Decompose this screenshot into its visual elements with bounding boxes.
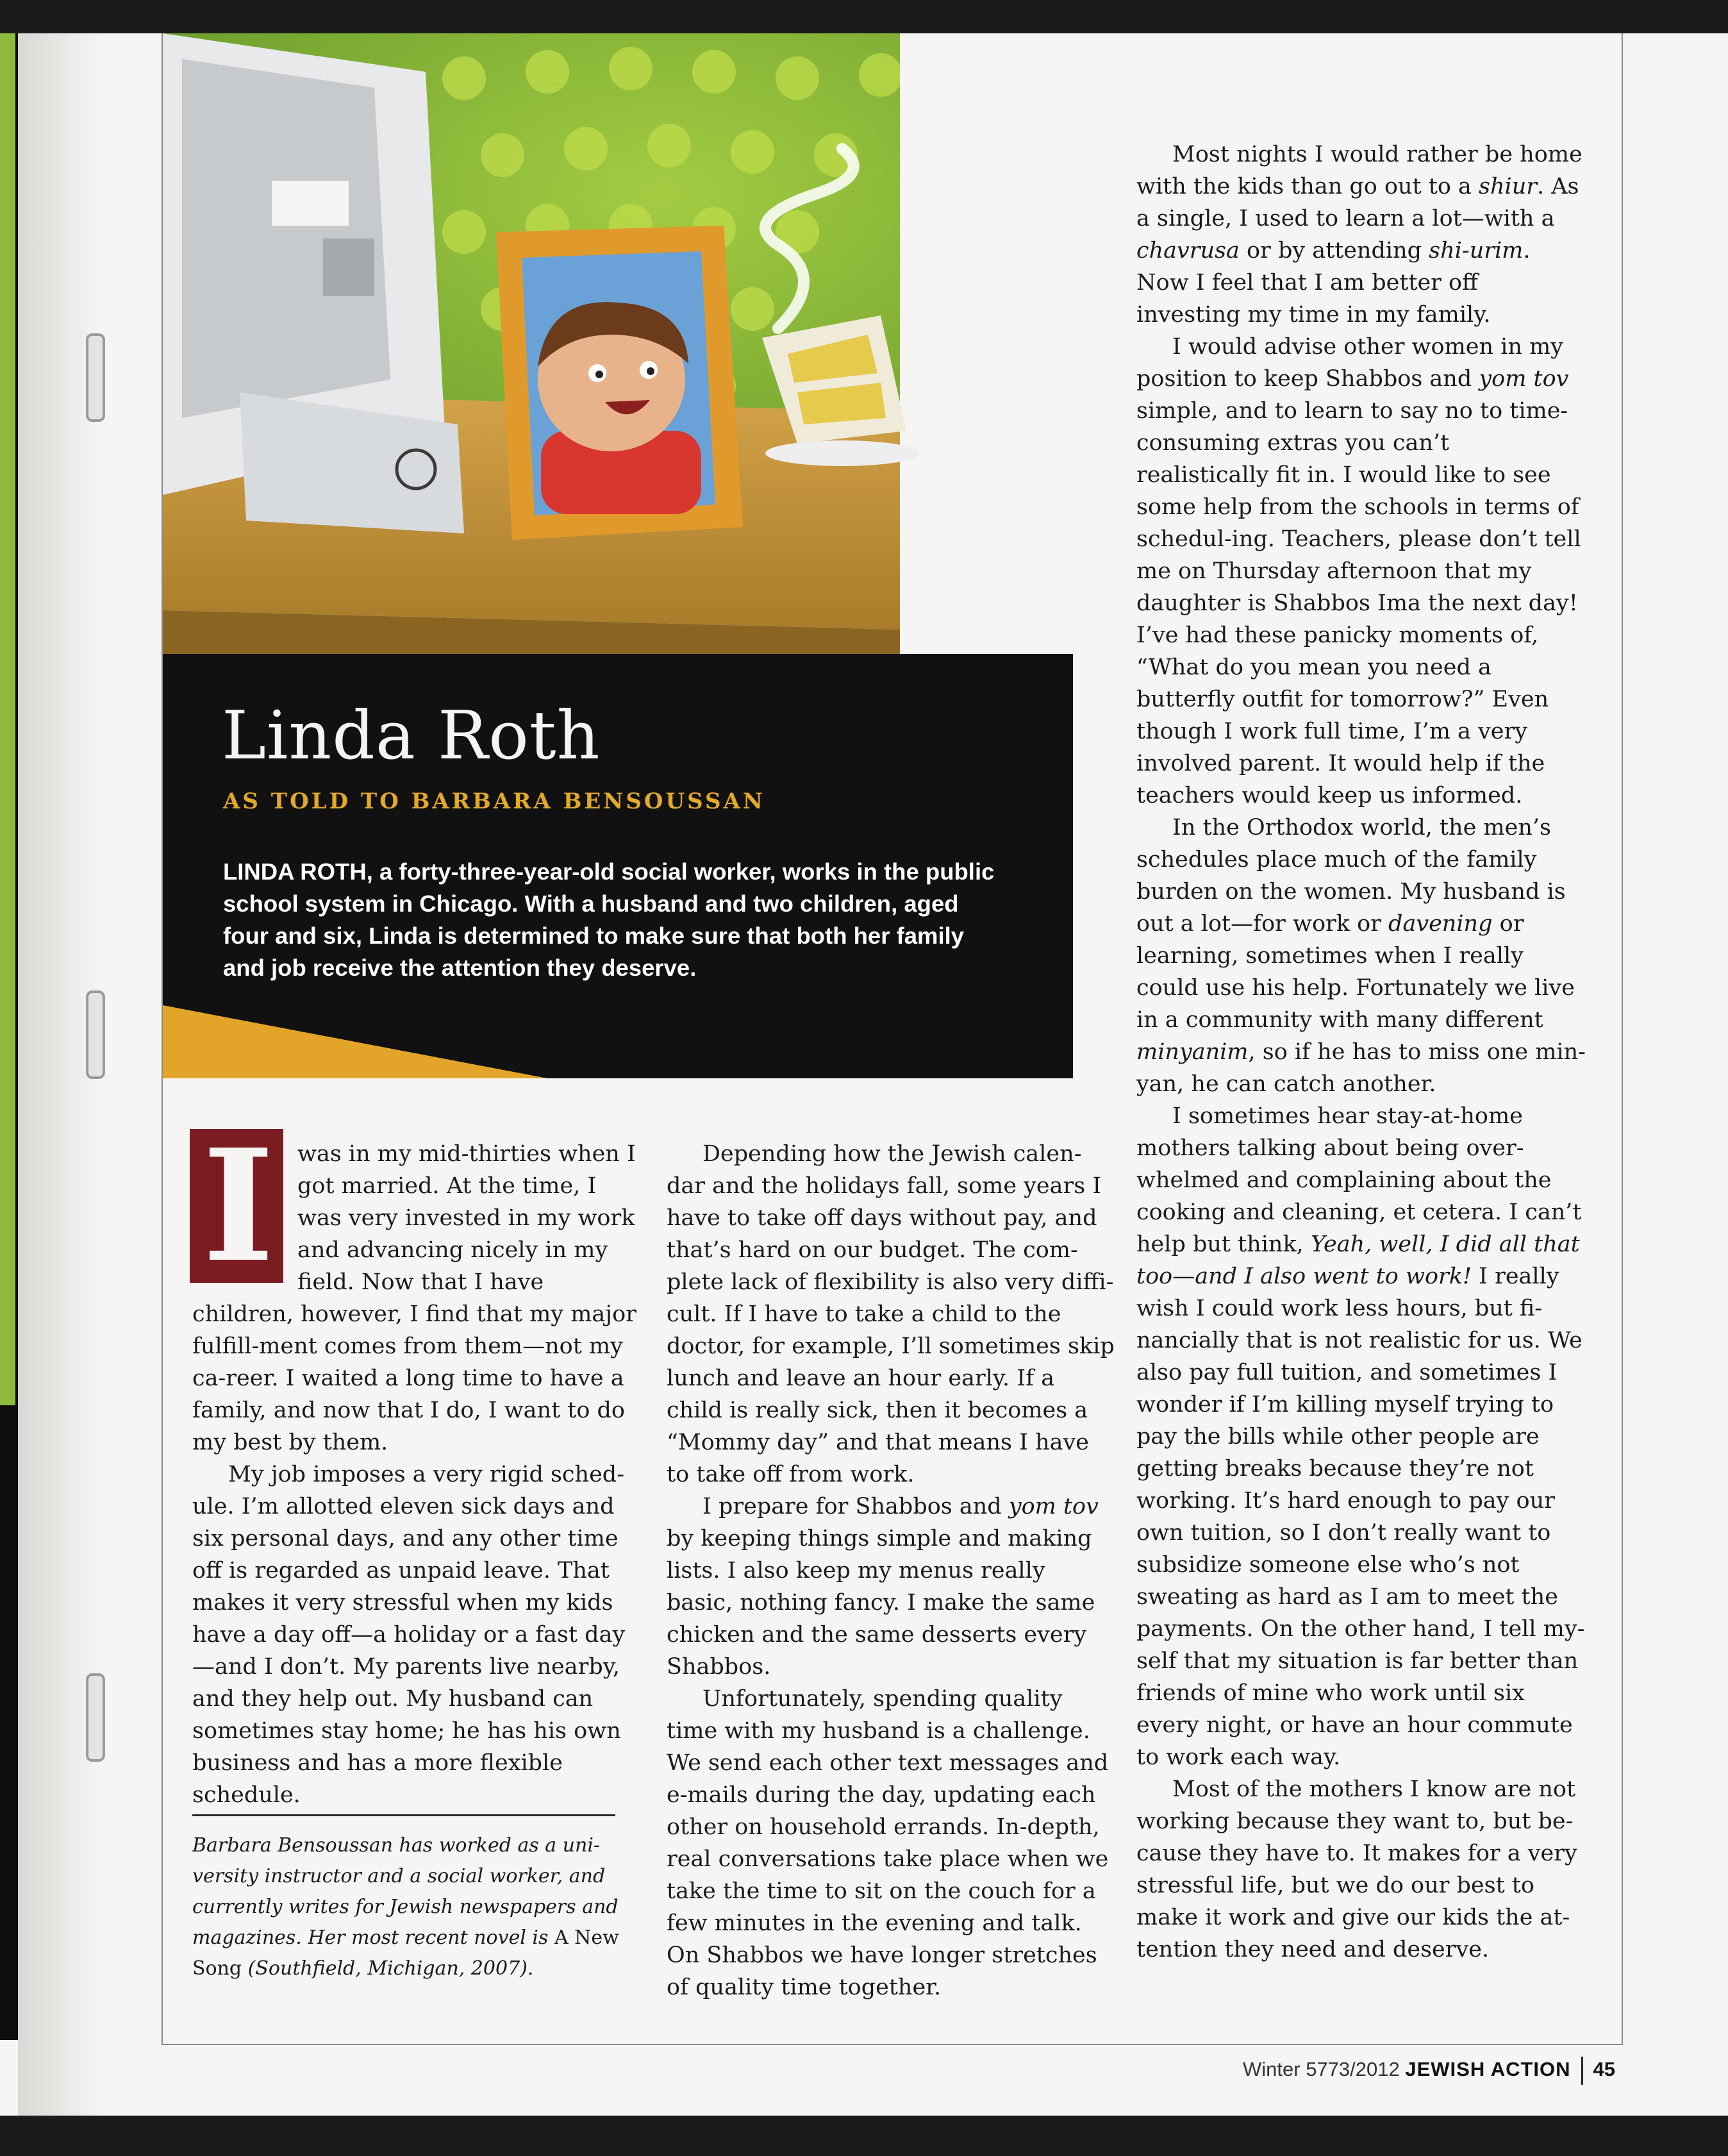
screen-window (272, 181, 349, 226)
previous-page-green-strip (0, 33, 15, 1405)
italic-term: davening (1388, 911, 1493, 937)
paragraph: In the Orthodox world, the men’s schedules place much of the family burden on the women. My husband is out a lot—for work or davening or learning, sometimes when I really could use his help. Fortunately we live in a community with many different minyanim, so if he has to miss one min-yan, he can catch another. (1136, 815, 1586, 1097)
paragraph: I sometimes hear stay-at-home mothers talking about being over-whelmed and complaining about the cooking and cleaning, et cetera. I can’t help but think, Yeah, well, I did all that too—and I also went to work! I really wish I could work less hours, but fi-nancially that is not realistic for us. We also pay full tuition, and sometimes I wonder if I’m killing myself trying to pay the bills while other people are getting breaks because they’re not working. It’s hard enough to pay our own tuition, so I don’t really want to subsidize someone else who’s not sweating as hard as I am to meet the payments. On the other hand, I tell my-self that my situation is far better than friends of mine who work until six every night, or have an hour commute to work each way. (1136, 1103, 1585, 1770)
publication-name: JEWISH ACTION (1405, 2058, 1571, 2081)
bio-text: (Southfield, Michigan, 2007) (242, 1957, 528, 1980)
column-3 (1136, 138, 1586, 1966)
column-2 (667, 1138, 1117, 2003)
byline: AS TOLD TO BARBARA BENSOUSSAN (223, 789, 766, 814)
bio-novel-title: A New Song (192, 1926, 619, 1980)
page-footer (1243, 2057, 1615, 2085)
binding-staple (86, 333, 105, 422)
paragraph: was in my mid-thirties when I got married. At the time, I was very invested in my work and advancing nicely in my field. Now that I have children, however, I find that my major fulfill-ment comes from them—not my ca-reer. I waited a long time to have a family, and now that I do, I want to do my best by them. (192, 1141, 636, 1455)
article-title: Linda Roth (222, 696, 601, 774)
page-background-right (900, 33, 1073, 687)
intro-text (223, 856, 1005, 984)
column-1 (192, 1116, 642, 1811)
italic-term: minyanim (1136, 1039, 1249, 1065)
italic-term: shi-urim (1429, 238, 1524, 263)
bio-text: . (527, 1957, 534, 1980)
italic-term: yom tov (1008, 1494, 1099, 1519)
saucer (765, 440, 919, 466)
paragraph: Most nights I would rather be home with the kids than go out to a shiur. As a single, I used to learn a lot—with a chavrusa or by attending shi-urim. Now I feel that I am better off investing my time in my family. (1136, 142, 1583, 328)
drop-cap-letter: I (202, 1116, 275, 1296)
italic-term: shiur (1479, 174, 1538, 199)
paragraph: I would advise other women in my position to keep Shabbos and yom tov simple, and to learn to say no to time-consuming extras you can’t realistically fit in. I would like to see some help from the schools in terms of schedul-ing. Teachers, please don’t tell me on Thursday afternoon that my daughter is Shabbos Ima the next day! I’ve had these panicky moments of, “What do you mean you need a butterfly outfit for tomorrow?” Even though I work full time, I’m a very involved parent. It would help if the teachers would keep us informed. (1136, 334, 1581, 808)
author-bio (192, 1830, 644, 1984)
paragraph: My job imposes a very rigid sched-ule. I’m allotted eleven sick days and six personal days, and any other time off is regarded as unpaid leave. That makes it very stressful when my kids have a day off—a holiday or a fast day—and I don’t. My parents live nearby, and they help out. My husband can sometimes stay home; he has his own business and has a more flexible schedule. (192, 1462, 626, 1808)
screen-window (323, 238, 374, 296)
intro-name: LINDA ROTH (223, 858, 367, 885)
yellow-wedge (163, 1005, 547, 1078)
drop-cap (190, 1116, 283, 1296)
binding-staple (86, 1673, 105, 1762)
italic-term: chavrusa (1136, 238, 1240, 263)
bio-text: Barbara Bensoussan has worked as a uni-versity instructor and a social worker, and currently writes for Jewish newspapers and magazines. Her most recent novel is (192, 1834, 619, 1949)
paragraph: I prepare for Shabbos and yom tov by keeping things simple and making lists. I also keep my menus really basic, nothing fancy. I make the same chicken and the same desserts every Shabbos. (667, 1494, 1099, 1680)
italic-term: yom tov (1479, 366, 1569, 392)
paragraph: Most of the mothers I know are not working because they want to, but be-cause they have to. It makes for a very stressful life, but we do our best to make it work and give our kids the at-tention they need and deserve. (1136, 1776, 1577, 1962)
scan-border-bottom (0, 2116, 1728, 2156)
paragraph: Unfortunately, spending quality time with my husband is a challenge. We send each other text messages and e-mails during the day, updating each other on household errands. In-depth, real conversations take place when we take the time to sit on the couch for a few minutes in the evening and talk. On Shabbos we have longer stretches of quality time together. (667, 1686, 1109, 2000)
binding-staple (86, 990, 105, 1079)
italic-thought: Yeah, well, I did all that too—and I also went to work! (1136, 1232, 1580, 1289)
bio-divider (192, 1814, 615, 1816)
scan-border-top (0, 0, 1728, 33)
paragraph: Depending how the Jewish calen-dar and the holidays fall, some years I have to take off days without pay, and that’s hard on our budget. The com-plete lack of flexibility is also very diffi-cult. If I have to take a child to the doctor, for example, I’ll sometimes skip lunch and leave an hour early. If a child is really sick, then it becomes a “Mommy day” and that means I have to take off from work. (667, 1141, 1115, 1487)
page-number: 45 (1593, 2058, 1615, 2081)
intro-description: , a forty-three-year-old social worker, works in the public school system in Chicago. With a husband and two children, aged four and six, Linda is determined to make sure that both her family and job receive the attention they deserve. (223, 858, 995, 981)
footer-separator (1581, 2057, 1583, 2085)
issue-date: Winter 5773/2012 (1243, 2058, 1400, 2081)
